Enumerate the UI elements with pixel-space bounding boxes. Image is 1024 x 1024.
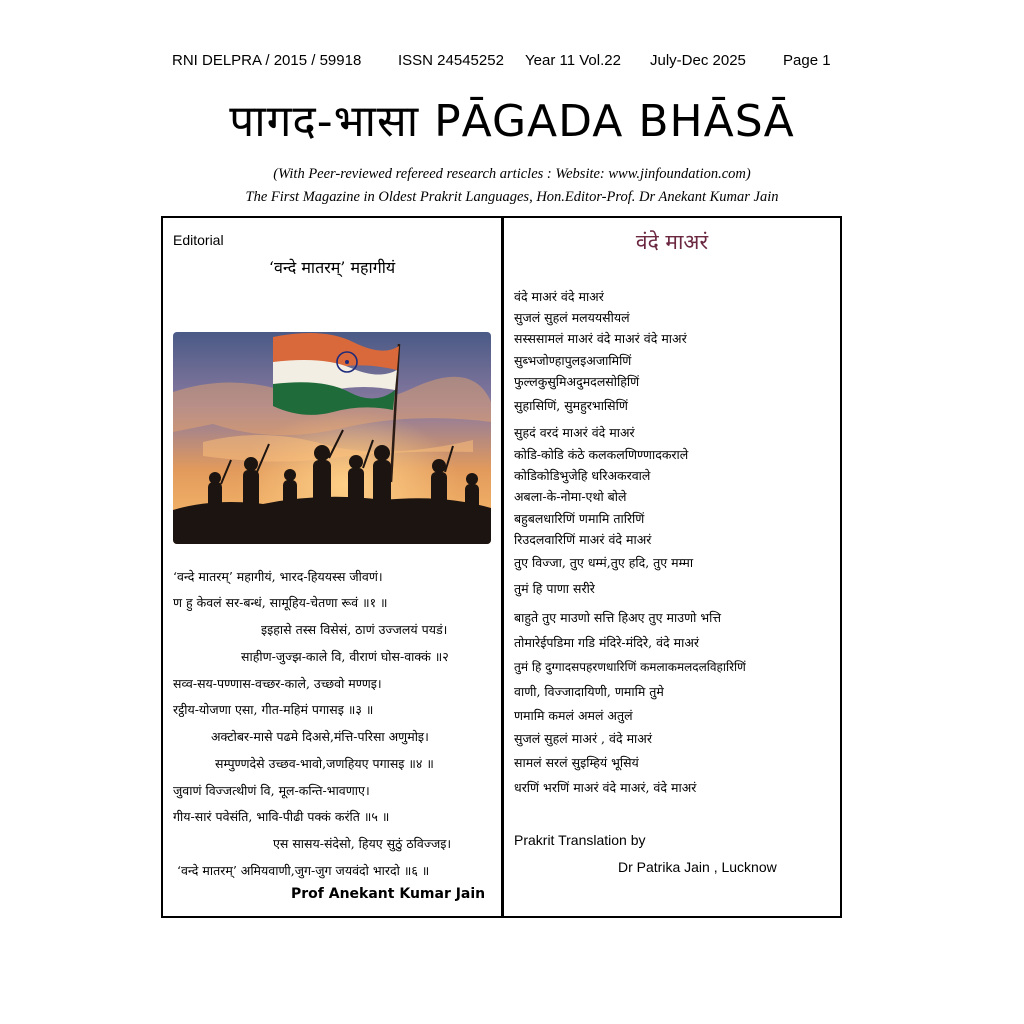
editorial-line-2: ण हु केवलं सर-बन्धं, सामूहिय-चेतणा रूवं ॥१ ॥ bbox=[173, 595, 388, 610]
prakrit-line-7: सुहदं वरदं माअरं वंदे माअरं bbox=[514, 425, 635, 440]
prakrit-line-22: धरणिं भरणिं माअरं वंदे माअरं, वंदे माअरं bbox=[514, 780, 697, 795]
flag-soldiers-image bbox=[173, 332, 491, 544]
prakrit-translation-box bbox=[502, 216, 842, 918]
issn-number: ISSN 24545252 bbox=[398, 52, 504, 69]
editorial-line-5: सव्व-सय-पण्णास-वच्छर-काले, उच्छवो मण्णइ। bbox=[173, 676, 382, 691]
prakrit-line-6: सुहासिणिं, सुमहुरभासिणिं bbox=[514, 398, 628, 413]
prakrit-line-11: बहुबलधारिणिं णमामि तारिणिं bbox=[514, 511, 645, 526]
editorial-author: Prof Anekant Kumar Jain bbox=[291, 886, 486, 902]
prakrit-line-21: सामलं सरलं सुइम्हियं भूसियं bbox=[514, 755, 639, 770]
prakrit-line-12: रिउदलवारिणिं माअरं वंदे माअरं bbox=[514, 532, 652, 547]
prakrit-line-17: तुमं हि दुग्गादसपहरणधारिणिं कमलाकमलदलविहारिणिं bbox=[514, 660, 746, 674]
prakrit-line-8: कोडि-कोडि कंठे कलकलणिण्णादकराले bbox=[514, 447, 689, 462]
editorial-line-7: अक्टोबर-मासे पढमे दिअसे,मंत्ति-परिसा अणुमोइ। bbox=[211, 729, 429, 744]
masthead-tagline-1: (With Peer-reviewed refereed research articles : Website: www.jinfoundation.com) bbox=[273, 166, 751, 182]
editorial-title: ‘वन्दे मातरम्’ महागीयं bbox=[268, 258, 396, 277]
page-number: Page 1 bbox=[783, 52, 831, 69]
prakrit-line-1: वंदे माअरं वंदे माअरं bbox=[514, 289, 604, 304]
editorial-line-1: ‘वन्दे मातरम्’ महागीयं, भारद-हिययस्स जीवणं। bbox=[173, 569, 383, 584]
editorial-line-3: इइहासे तस्स विसेसं, ठाणं उज्जलयं पयडं। bbox=[261, 622, 448, 637]
translation-credit-label: Prakrit Translation by bbox=[514, 832, 646, 848]
issue-period: July-Dec 2025 bbox=[650, 52, 746, 69]
editorial-box bbox=[161, 216, 503, 918]
prakrit-title: वंदे माअरं bbox=[635, 230, 709, 254]
prakrit-line-16: तोमारेईपडिमा गडि मंदिरे-मंदिरे, वंदे माअरं bbox=[514, 635, 700, 650]
editorial-line-11: एस सासय-संदेसो, हियए सुठुं ठविज्जइ। bbox=[273, 836, 452, 851]
editorial-line-4: साहीण-जुज्झ-काले वि, वीराणं घोस-वाक्कं ॥२ bbox=[241, 649, 449, 664]
translation-credit-name: Dr Patrika Jain , Lucknow bbox=[618, 859, 777, 875]
masthead-tagline-2: The First Magazine in Oldest Prakrit Languages, Hon.Editor-Prof. Dr Anekant Kumar Jain bbox=[245, 189, 779, 205]
editorial-line-10: गीय-सारं पवेसंति, भावि-पीढी पक्कं करंति ॥५ ॥ bbox=[173, 809, 390, 824]
editorial-line-6: रट्ठीय-योजणा एसा, गीत-महिमं पगासइ ॥३ ॥ bbox=[173, 702, 374, 717]
header-meta bbox=[0, 52, 1024, 72]
prakrit-line-4: सुब्भजोण्हापुलइअजामिणिं bbox=[514, 353, 632, 368]
rni-number: RNI DELPRA / 2015 / 59918 bbox=[172, 52, 362, 69]
prakrit-line-10: अबला-के-नोमा-एथो बोले bbox=[514, 489, 627, 504]
editorial-line-8: सम्पुण्णदेसे उच्छव-भावो,जणहियए पगासइ ॥४ ॥ bbox=[215, 756, 434, 771]
prakrit-line-9: कोडिकोडिभुजेहि धरिअकरवाले bbox=[514, 468, 651, 483]
prakrit-line-14: तुमं हि पाणा सरीरे bbox=[514, 581, 595, 596]
prakrit-line-2: सुजलं सुहलं मलययसीयलं bbox=[514, 310, 630, 325]
prakrit-line-3: सस्ससामलं माअरं वंदे माअरं वंदे माअरं bbox=[514, 331, 687, 346]
editorial-label: Editorial bbox=[173, 232, 224, 248]
editorial-line-12: ‘वन्दे मातरम्’ अमियवाणी,जुग-जुग जयवंदो भारदो ॥६ ॥ bbox=[177, 863, 430, 878]
prakrit-line-19: णमामि कमलं अमलं अतुलं bbox=[514, 708, 633, 723]
editorial-line-9: जुवाणं विज्जत्थीणं वि, मूल-कन्ति-भावणाए। bbox=[173, 783, 370, 798]
year-volume: Year 11 Vol.22 bbox=[525, 52, 621, 69]
prakrit-line-5: फुल्लकुसुमिअदुमदलसोहिणिं bbox=[514, 374, 640, 389]
prakrit-line-20: सुजलं सुहलं माअरं , वंदे माअरं bbox=[514, 731, 652, 746]
masthead-title: पागद-भासा PĀGADA BHĀSĀ bbox=[229, 96, 795, 147]
prakrit-line-15: बाहुते तुए माउणो सत्ति हिअए तुए माउणो भत्ति bbox=[514, 610, 722, 625]
prakrit-line-13: तुए विज्जा, तुए धम्मं,तुए हदि, तुए मम्मा bbox=[514, 555, 694, 570]
prakrit-line-18: वाणी, विज्जादायिणी, णमामि तुमे bbox=[514, 684, 664, 699]
